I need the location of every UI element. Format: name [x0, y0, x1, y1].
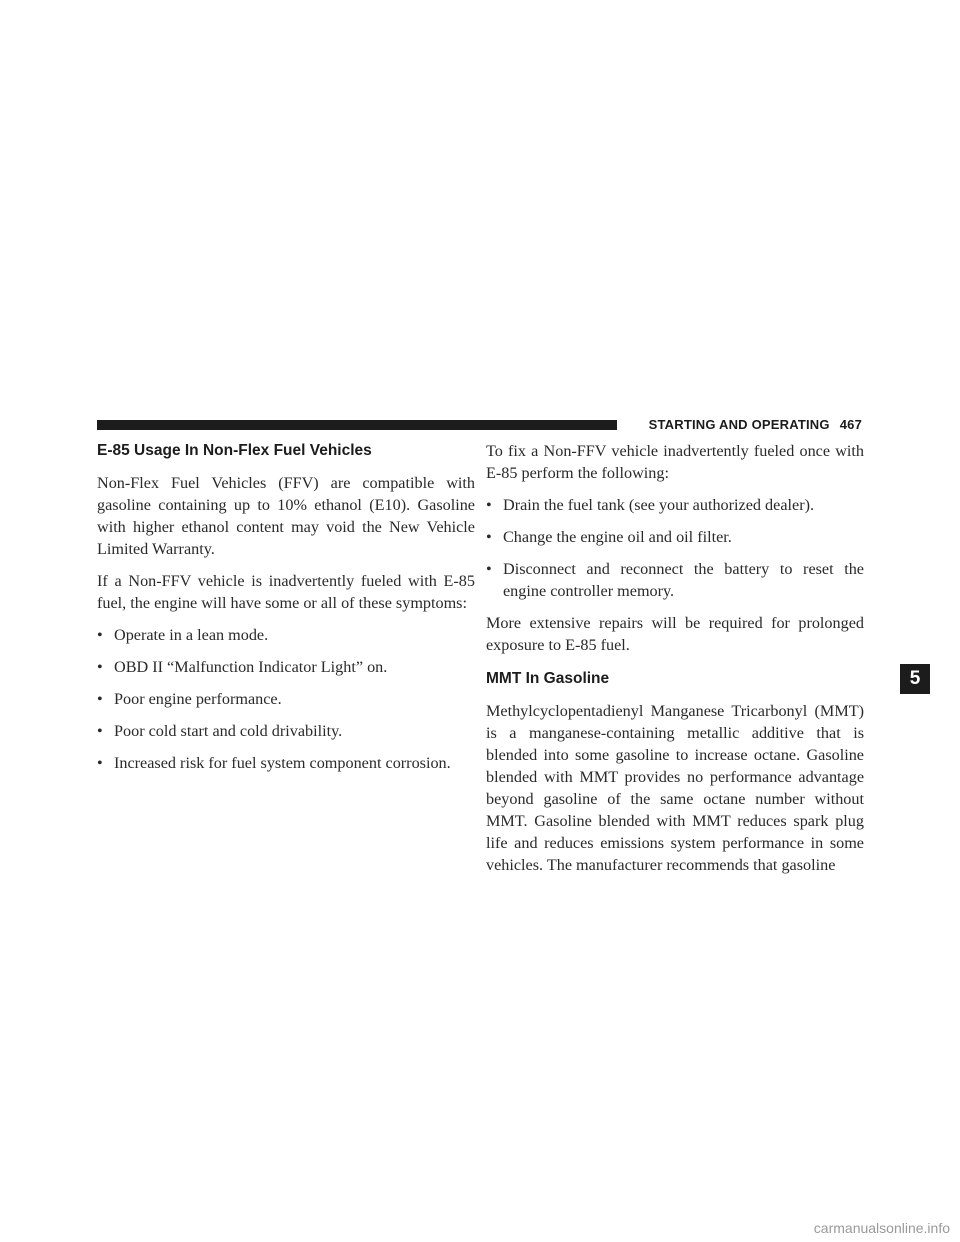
list-item: • Increased risk for fuel system component corrosion. — [97, 754, 451, 772]
symptom-list — [97, 624, 475, 774]
left-column — [97, 440, 475, 784]
list-item: • Change the engine oil and oil filter. — [486, 528, 732, 546]
paragraph: Methylcyclopentadienyl Manganese Tricarbonyl (MMT) is a manganese-containing metallic additive that is blended into some gasoline to increase octane. Gasoline blended with MMT provides no performance advantage beyond gasoline of the same octane number without MMT. Gasoline blended with MMT reduces spark plug life and reduces emissions system performance in some vehicles. The manufacturer recommends that gasoline — [486, 702, 864, 874]
paragraph: Non-Flex Fuel Vehicles (FFV) are compatible with gasoline containing up to 10% ethanol (E10). Gasoline with higher ethanol content may void the New Vehicle Limited Warranty. — [97, 474, 475, 558]
bullet-icon: • — [97, 722, 103, 740]
paragraph: More extensive repairs will be required for prolonged exposure to E-85 fuel. — [486, 614, 864, 654]
fix-steps-list — [486, 494, 864, 602]
watermark-text: carmanualsonline.info — [813, 1220, 950, 1236]
bullet-icon: • — [486, 528, 492, 546]
list-item: • Poor engine performance. — [97, 690, 282, 708]
paragraph: If a Non-FFV vehicle is inadvertently fueled with E-85 fuel, the engine will have some or all of these symptoms: — [97, 572, 475, 612]
paragraph: To fix a Non-FFV vehicle inadvertently fueled once with E-85 perform the following: — [486, 442, 864, 482]
section-heading-e85: E-85 Usage In Non-Flex Fuel Vehicles — [97, 442, 372, 459]
bullet-icon: • — [97, 626, 103, 644]
right-column — [486, 440, 864, 886]
page-number: 467 — [839, 417, 862, 432]
list-item: • Disconnect and reconnect the battery to reset the engine controller memory. — [486, 560, 864, 600]
bullet-icon: • — [97, 754, 103, 772]
header-rule — [97, 420, 617, 430]
bullet-icon: • — [486, 496, 492, 514]
list-item: • Drain the fuel tank (see your authorized dealer). — [486, 496, 815, 514]
list-item: • OBD II “Malfunction Indicator Light” on. — [97, 658, 388, 676]
bullet-icon: • — [486, 560, 492, 578]
bullet-icon: • — [97, 658, 103, 676]
running-header — [620, 417, 862, 432]
bullet-icon: • — [97, 690, 103, 708]
section-heading-mmt: MMT In Gasoline — [486, 670, 610, 687]
section-title: STARTING AND OPERATING — [648, 417, 830, 432]
chapter-tab: 5 — [900, 664, 930, 694]
list-item: • Poor cold start and cold drivability. — [97, 722, 343, 740]
list-item: • Operate in a lean mode. — [97, 626, 269, 644]
